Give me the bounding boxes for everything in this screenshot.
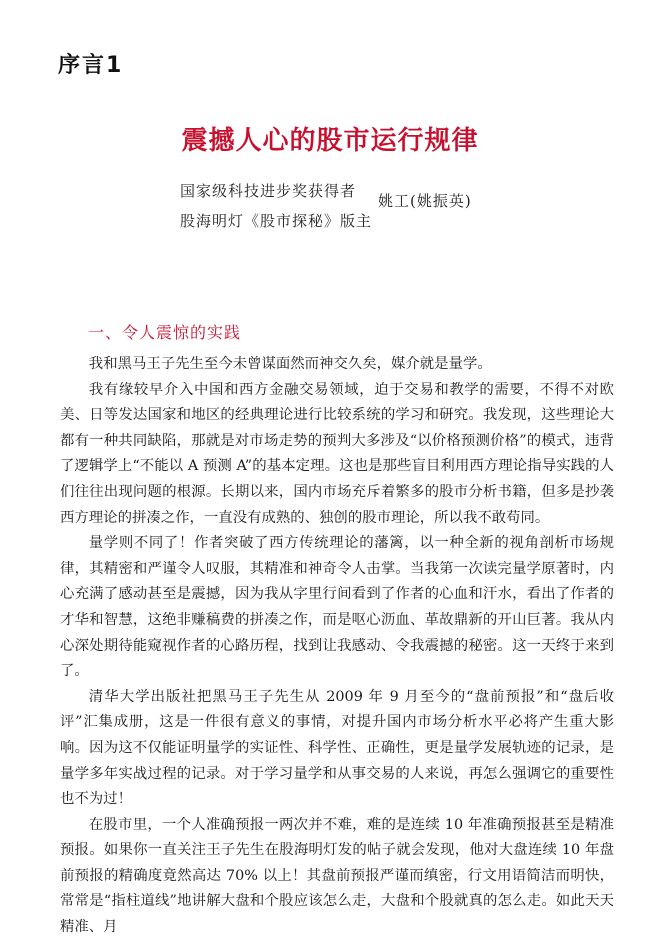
paragraph: 我有缘较早介入中国和西方金融交易领域，迫于交易和教学的需要，不得不对欧美、日等发达国家和地区的经典理论进行比较系统的学习和研究。我发现，这些理论大都有一种共同缺陷，那就是对市场走势的预判大多涉及“以价格预测价格”的模式，违背了逻辑学上“不能以 A 预测 A”的基本定理。这也是那些盲目利用西方理论指导实践的人们往往出现问题的根源。长期以来，国内市场充斥着繁多的股市分析书籍，但多是抄袭西方理论的拼凑之作，一直没有成熟的、独创的股市理论，所以我不敢苟同。 xyxy=(60,381,614,526)
author-credentials xyxy=(180,176,372,236)
paragraph: 在股市里，一个人准确预报一两次并不难，难的是连续 10 年准确预报甚至是精准预报。如果你一直关注王子先生在股海明灯发的帖子就会发现，他对大盘连续 10 年盘前预报的精确度竟然高达 70% 以上！其盘前预报严谨而缜密，行文用语简洁而明快，常常是“指柱道线”地讲解大盘和个股应该怎么走，大盘和个股就真的怎么走。如此天天精准、月 xyxy=(60,816,614,936)
author-credential-line: 国家级科技进步奖获得者 xyxy=(180,182,357,200)
paragraph: 清华大学出版社把黑马王子先生从 2009 年 9 月至今的“盘前预报”和“盘后收评”汇集成册，这是一件很有意义的事情，对提升国内市场分析水平必将产生重大影响。因为这不仅能证明量学的实证性、科学性、正确性，更是量学发展轨迹的记录，是量学多年实战过程的记录。对于学习量学和从事交易的人来说，再怎么强调它的重要性也不为过！ xyxy=(60,688,614,808)
author-name: 姚工(姚振英) xyxy=(378,192,472,210)
chapter-title: 震撼人心的股市运行规律 xyxy=(181,126,479,156)
body-text xyxy=(60,352,614,941)
section-label: 序言1 xyxy=(58,53,124,78)
paragraph: 我和黑马王子先生至今未曾谋面然而神交久矣，媒介就是量学。 xyxy=(88,356,492,372)
paragraph: 量学则不同了！作者突破了西方传统理论的藩篱，以一种全新的视角剖析市场规律，其精密和严谨令人叹服，其精准和神奇令人击掌。当我第一次读完量学原著时，内心充满了感动甚至是震撼，因为我从字里行间看到了作者的心血和汗水，看出了作者的才华和智慧，这绝非赚稿费的拼凑之作，而是呕心沥血、革故鼎新的开山巨著。我从内心深处期待能窥视作者的心路历程，找到让我感动、令我震撼的秘密。这一天终于来到了。 xyxy=(60,535,614,680)
section-subheading: 一、令人震惊的实践 xyxy=(88,323,242,342)
author-credential-line: 股海明灯《股市探秘》版主 xyxy=(180,212,373,230)
